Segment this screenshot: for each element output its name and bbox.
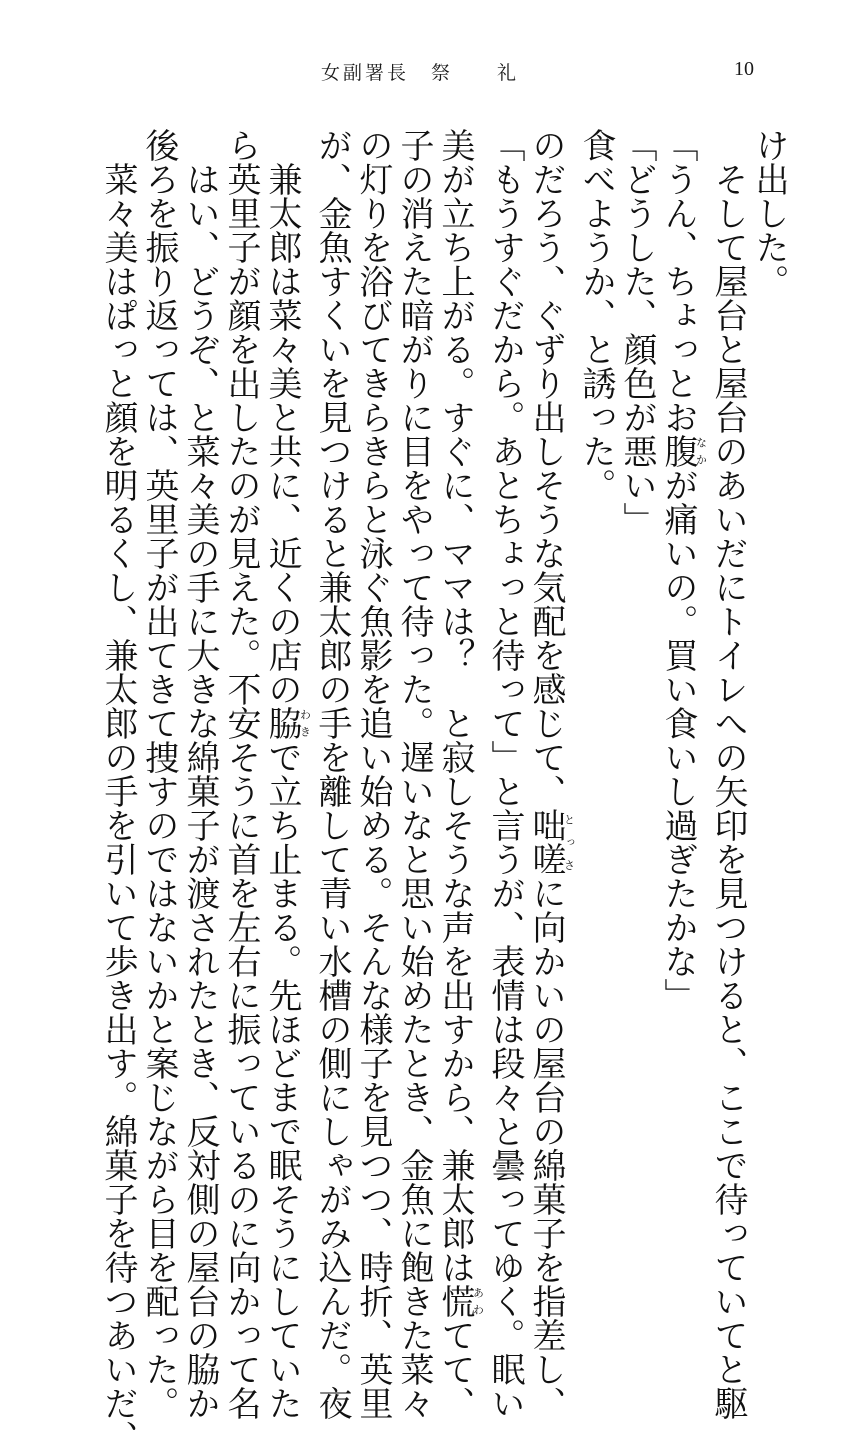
text-segment: 「どうした、顔色が悪い」	[617, 128, 657, 536]
ruby-base: 腹	[658, 434, 698, 468]
ruby-reading: あわ	[471, 1284, 485, 1318]
ruby-word	[658, 434, 708, 468]
vertical-body-text	[97, 128, 789, 1454]
text-line	[311, 128, 352, 1420]
text-line	[707, 128, 748, 1420]
text-segment: 美が立ち上がる。すぐに、ママは？ と寂しそうな声を出すから、兼太郎は	[435, 128, 475, 1284]
running-header-title: 女副署長 祭 礼	[320, 62, 519, 84]
text-segment: が、金魚すくいを見つけると兼太郎の手を離して青い水槽の側にしゃがみ込んだ。夜	[312, 128, 352, 1420]
ruby-base: 脇	[262, 706, 302, 740]
ruby-word	[526, 808, 576, 876]
text-segment: はい、どうぞ、と菜々美の手に大きな綿菓子が渡されたとき、反対側の屋台の脇か	[180, 162, 220, 1420]
text-line	[434, 128, 485, 1420]
text-line	[575, 128, 616, 1208]
text-line	[484, 128, 525, 1420]
text-segment: のだろう、ぐずり出しそうな気配を感じて、	[526, 128, 566, 808]
ruby-base: 咄嗟	[526, 808, 566, 876]
ruby-reading: とっさ	[562, 808, 576, 876]
text-segment: 「うん、ちょっとお	[658, 128, 698, 434]
ruby-word	[262, 706, 312, 740]
text-segment: 後ろを振り返っては、英里子が出てきて捜すのではないかと案じながら目を配った。	[139, 128, 179, 1420]
ruby-reading: なか	[694, 434, 708, 468]
text-line	[393, 128, 434, 1420]
text-segment: ら英里子が顔を出したのが見えた。不安そうに首を左右に振っているのに向かって名	[221, 128, 261, 1420]
text-segment: の灯りを浴びてきらきらと泳ぐ魚影を追い始める。そんな様子を見つつ、時折、英里	[353, 128, 393, 1420]
text-line	[179, 128, 220, 1420]
text-line	[616, 128, 657, 1208]
text-segment: 子の消えた暗がりに目をやって待った。遅いなと思い始めたとき、金魚に飽きた菜々	[394, 128, 434, 1420]
text-line	[138, 128, 179, 1420]
ruby-reading: わき	[298, 706, 312, 740]
text-line	[657, 128, 707, 1208]
ruby-word	[435, 1284, 485, 1318]
text-line	[220, 128, 261, 1420]
text-line	[352, 128, 393, 1420]
text-segment: で立ち止まる。先ほどまで眠そうにしていた	[262, 740, 302, 1420]
text-segment: 菜々美はぱっと顔を明るくし、兼太郎の手を引いて歩き出す。綿菓子を待つあいだ、	[98, 162, 138, 1454]
text-line	[748, 128, 789, 1208]
text-segment: てて、	[435, 1318, 475, 1420]
text-segment: 食べようか、と誘った。	[576, 128, 616, 502]
text-segment: 兼太郎は菜々美と共に、近くの店の	[262, 162, 302, 706]
text-segment: け出した。	[749, 128, 789, 298]
text-segment: そして屋台と屋台のあいだにトイレへの矢印を見つけると、ここで待っていてと駆	[708, 162, 748, 1420]
text-line	[525, 128, 576, 1420]
page-number: 10	[734, 58, 754, 80]
text-line	[97, 128, 138, 1454]
ruby-base: 慌	[435, 1284, 475, 1318]
text-line	[261, 128, 312, 1420]
text-segment: が痛いの。買い食いし過ぎたかな」	[658, 468, 698, 1012]
text-segment: に向かいの屋台の綿菓子を指差し、	[526, 876, 566, 1420]
text-segment: 「もうすぐだから。あとちょっと待って」と言うが、表情は段々と曇ってゆく。眠い	[485, 128, 525, 1420]
